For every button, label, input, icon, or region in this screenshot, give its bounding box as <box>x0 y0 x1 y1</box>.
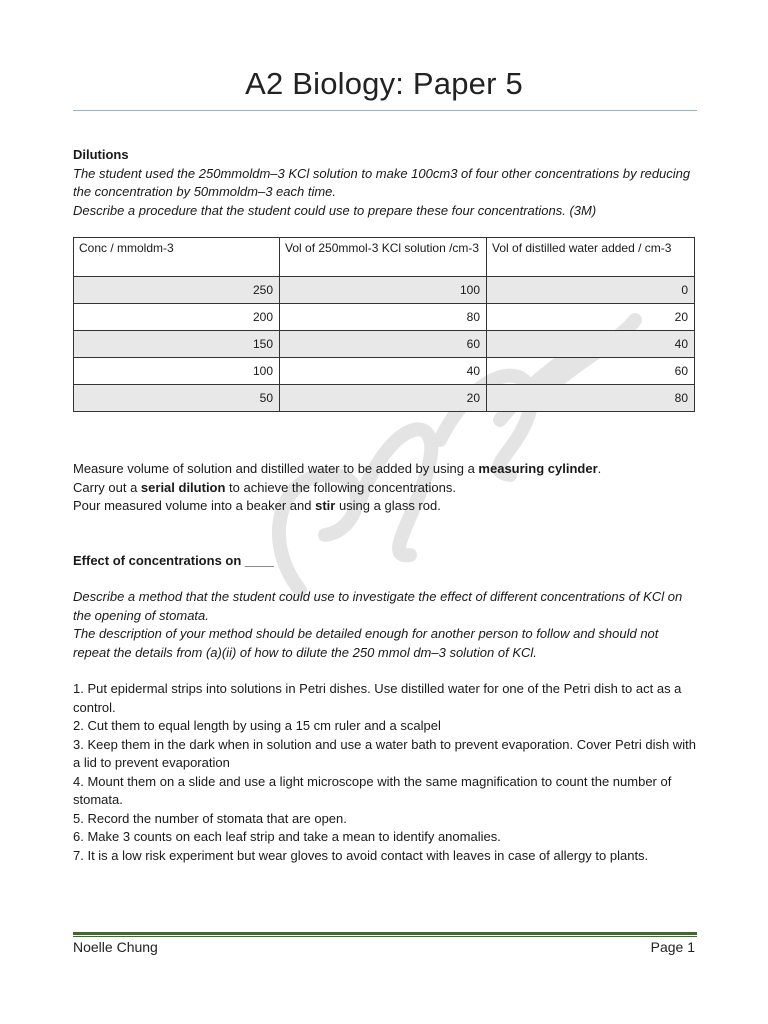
method-step: 3. Keep them in the dark when in solution and use a water bath to prevent evaporation. Cover Petri dish with a lid to prevent evaporation <box>73 736 696 770</box>
table-cell: 60 <box>487 358 695 385</box>
method-step: 7. It is a low risk experiment but wear gloves to avoid contact with leaves in case of allergy to plants. <box>73 847 649 863</box>
table-cell: 40 <box>487 331 695 358</box>
footer-author: Noelle Chung <box>73 939 158 955</box>
table-cell: 60 <box>280 331 487 358</box>
effect-heading: Effect of concentrations on ____ <box>73 552 274 568</box>
document-body <box>73 146 697 865</box>
column-header: Vol of distilled water added / cm-3 <box>487 238 695 277</box>
answer-line: Pour measured volume into a beaker and stir using a glass rod. <box>73 498 441 513</box>
method-step: 5. Record the number of stomata that are open. <box>73 810 347 826</box>
dilutions-question-line: The student used the 250mmoldm–3 KCl solution to make 100cm3 of four other concentrations by reducing the concentration by 50mmoldm–3 each time. <box>73 165 691 199</box>
table-header-row <box>74 238 695 277</box>
table-row <box>74 358 695 385</box>
method-step: 2. Cut them to equal length by using a 15 cm ruler and a scalpel <box>73 718 441 733</box>
table-cell: 150 <box>74 331 280 358</box>
column-header: Vol of 250mmol-3 KCl solution /cm-3 <box>280 238 487 277</box>
answer-line: Carry out a serial dilution to achieve the following concentrations. <box>73 479 456 495</box>
table-row <box>74 277 695 304</box>
dilutions-question-line: Describe a procedure that the student could use to prepare these four concentrations. (3M) <box>73 202 597 218</box>
table-cell: 80 <box>280 304 487 331</box>
answer-line: Measure volume of solution and distilled water to be added by using a measuring cylinder. <box>73 461 602 476</box>
table-cell: 40 <box>280 358 487 385</box>
table-cell: 100 <box>74 358 280 385</box>
table-row <box>74 304 695 331</box>
footer-page-number: Page 1 <box>650 939 695 955</box>
footer-divider-thin <box>73 936 697 937</box>
table-cell: 80 <box>487 385 695 412</box>
method-step: 1. Put epidermal strips into solutions in Petri dishes. Use distilled water for one of the Petri dish to act as a control. <box>73 681 682 715</box>
method-step: 6. Make 3 counts on each leaf strip and take a mean to identify anomalies. <box>73 829 501 844</box>
table-cell: 0 <box>487 277 695 304</box>
table-cell: 100 <box>280 277 487 304</box>
title-divider <box>73 110 697 111</box>
column-header: Conc / mmoldm-3 <box>74 238 280 277</box>
method-step: 4. Mount them on a slide and use a light microscope with the same magnification to count the number of stomata. <box>73 773 672 807</box>
footer-divider <box>73 932 697 935</box>
dilutions-heading: Dilutions <box>73 147 129 162</box>
table-row <box>74 331 695 358</box>
table-cell: 20 <box>487 304 695 331</box>
effect-question-line: The description of your method should be detailed enough for another person to follow and should not repeat the details from (a)(ii) of how to dilute the 250 mmol dm–3 solution of KCl. <box>73 626 659 660</box>
table-cell: 20 <box>280 385 487 412</box>
table-cell: 50 <box>74 385 280 412</box>
dilution-table <box>73 237 695 412</box>
table-cell: 200 <box>74 304 280 331</box>
table-cell: 250 <box>74 277 280 304</box>
table-row <box>74 385 695 412</box>
page-title: A2 Biology: Paper 5 <box>245 66 523 101</box>
effect-question-line: Describe a method that the student could use to investigate the effect of different concentrations of KCl on the opening of stomata. <box>73 589 683 623</box>
